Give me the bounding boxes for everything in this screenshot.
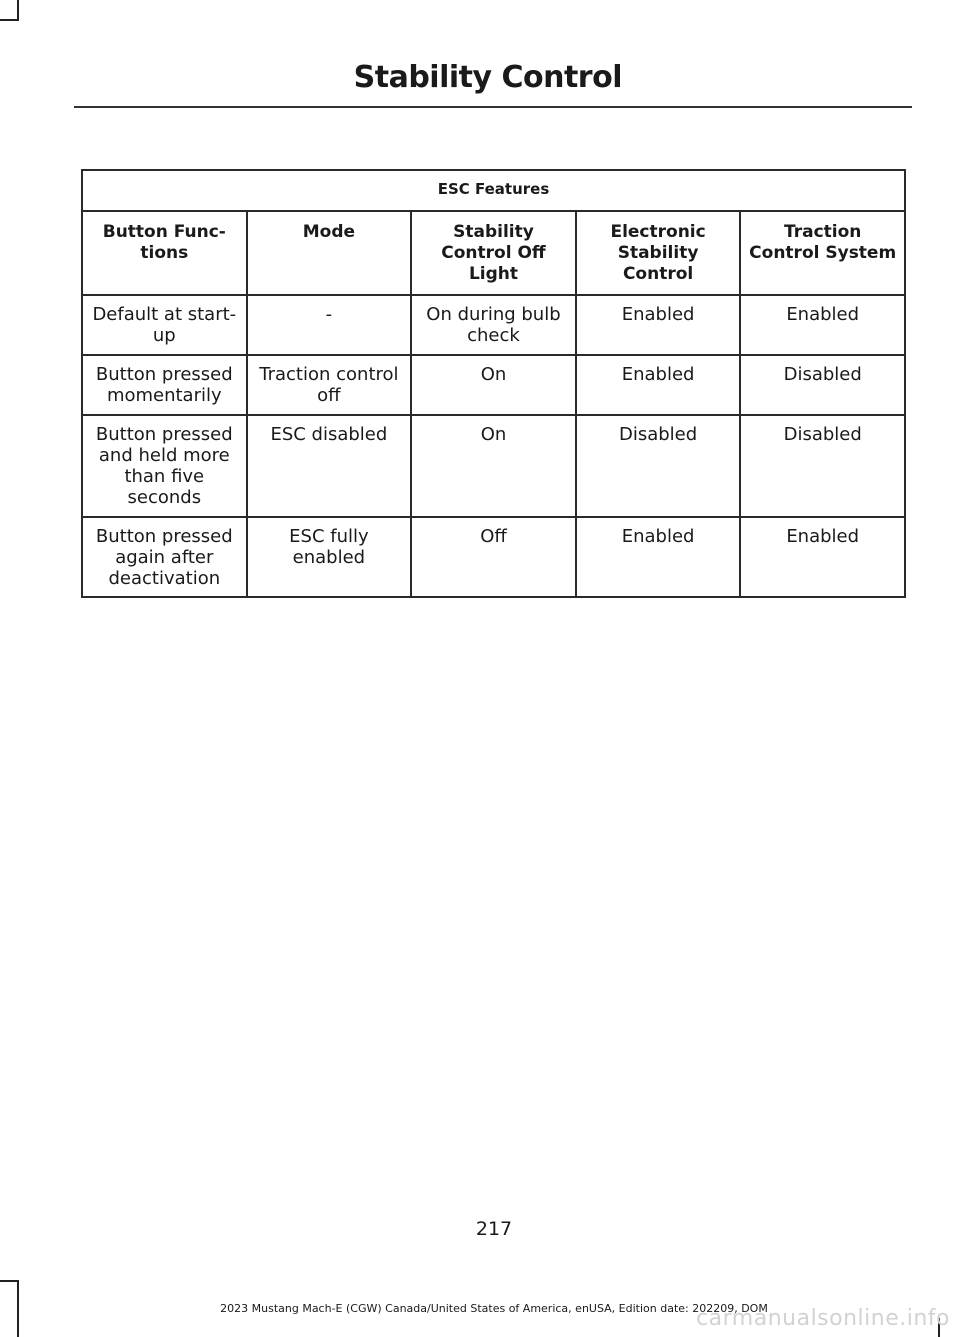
column-header: Traction Control System — [740, 211, 905, 295]
table-cell: Disabled — [576, 415, 741, 517]
table-cell: Disabled — [740, 415, 905, 517]
column-header: Electronic Stability Control — [576, 211, 741, 295]
table-cell: Traction control off — [247, 355, 412, 415]
table-cell: Off — [411, 517, 576, 597]
column-header: Mode — [247, 211, 412, 295]
table-row — [82, 355, 905, 415]
column-header: Stability Control Off Light — [411, 211, 576, 295]
footer-edition-text: 2023 Mustang Mach-E (CGW) Canada/United States of America, enUSA, Edition date: 202209, DOM — [220, 1302, 768, 1315]
column-header: Button Func-tions — [82, 211, 247, 295]
esc-features-table — [81, 169, 906, 598]
page-number: 217 — [475, 1218, 513, 1240]
table-caption: ESC Features — [82, 170, 905, 211]
page-title: Stability Control — [353, 60, 622, 95]
watermark-text: carmanualsonline.info — [696, 1306, 950, 1331]
crop-mark — [0, 1280, 19, 1282]
table-cell: Button pressed and held more than five seconds — [82, 415, 247, 517]
table-cell: Enabled — [576, 295, 741, 355]
table-row — [82, 295, 905, 355]
title-rule — [74, 106, 912, 108]
table-cell: On — [411, 355, 576, 415]
crop-mark — [0, 19, 19, 21]
table-cell: Enabled — [576, 517, 741, 597]
table-cell: ESC disabled — [247, 415, 412, 517]
table-header-row — [82, 211, 905, 295]
table-cell: On during bulb check — [411, 295, 576, 355]
table-cell: Enabled — [576, 355, 741, 415]
table-row — [82, 517, 905, 597]
table-cell: Enabled — [740, 517, 905, 597]
crop-mark — [17, 0, 19, 20]
table-cell: Enabled — [740, 295, 905, 355]
table-cell: - — [247, 295, 412, 355]
table-cell: Default at start-up — [82, 295, 247, 355]
table-cell: Disabled — [740, 355, 905, 415]
table-cell: On — [411, 415, 576, 517]
table-cell: ESC fully enabled — [247, 517, 412, 597]
table-row — [82, 415, 905, 517]
table-cell: Button pressed momentarily — [82, 355, 247, 415]
table-cell: Button pressed again after deactivation — [82, 517, 247, 597]
